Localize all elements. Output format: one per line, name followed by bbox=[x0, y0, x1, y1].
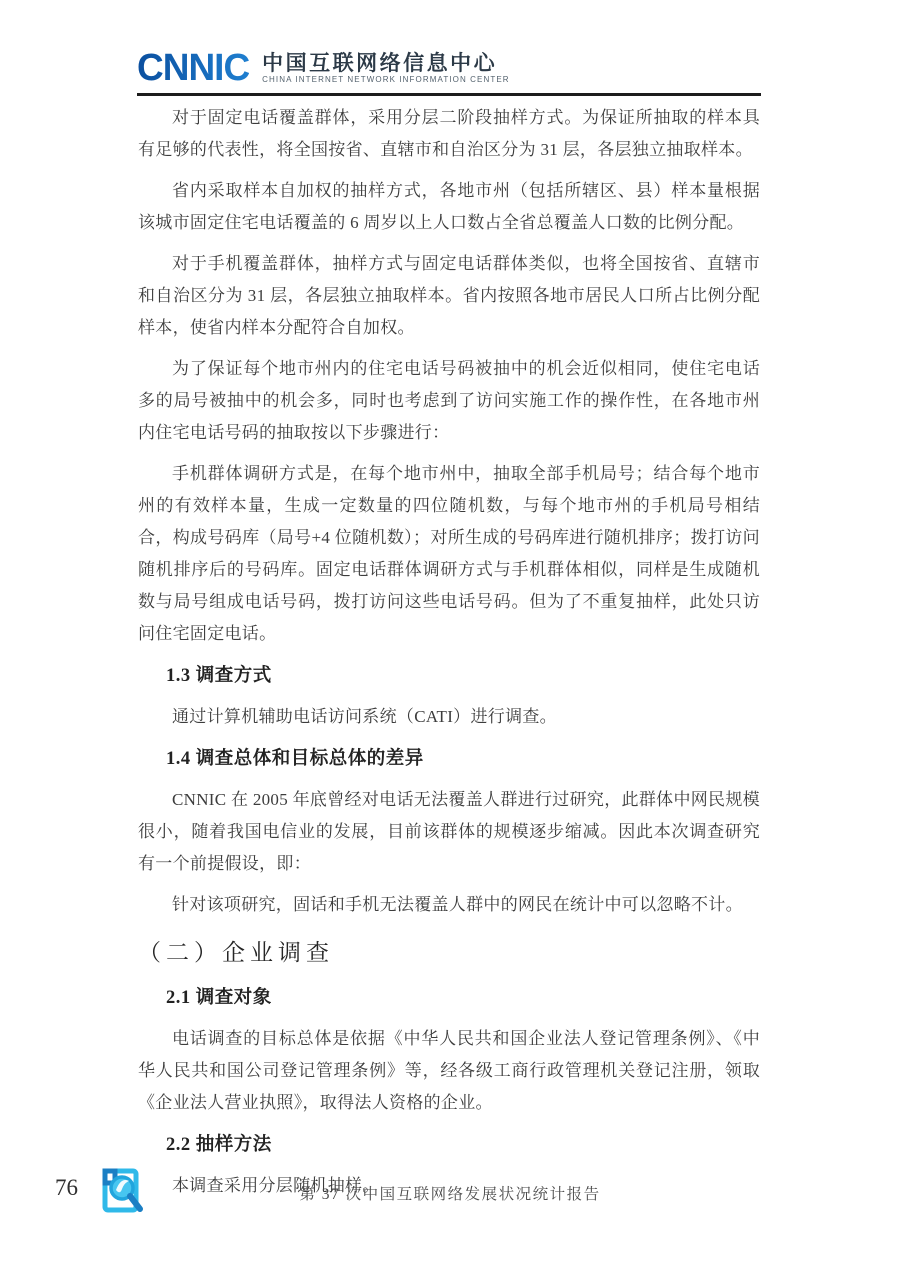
paragraph: 本调查采用分层随机抽样。 bbox=[172, 1176, 380, 1195]
section-heading: 2.1 调查对象 bbox=[166, 988, 272, 1008]
cnnic-logo: CNNIC bbox=[137, 46, 250, 89]
paragraph: 为了保证每个地市州内的住宅电话号码被抽中的机会近似相同，使住宅电话多的局号被抽中的机会多，同时也考虑到了访问实施工作的操作性，在各地市州内住宅电话号码的抽取按以下步骤进行： bbox=[138, 359, 760, 442]
section-heading: 1.4 调查总体和目标总体的差异 bbox=[166, 749, 424, 769]
section-heading: 2.2 抽样方法 bbox=[166, 1135, 272, 1155]
paragraph: 针对该项研究，固话和手机无法覆盖人群中的网民在统计中可以忽略不计。 bbox=[172, 895, 743, 914]
report-title: 第 37 次中国互联网络发展状况统计报告 bbox=[299, 1186, 601, 1203]
paragraph: 省内采取样本自加权的抽样方式，各地市州（包括所辖区、县）样本量根据该城市固定住宅电话覆盖的 6 周岁以上人口数占全省总覆盖人口数的比例分配。 bbox=[138, 181, 760, 232]
paragraph: 电话调查的目标总体是依据《中华人民共和国企业法人登记管理条例》、《中华人民共和国公司登记管理条例》等，经各级工商行政管理机关登记注册，领取《企业法人营业执照》，取得法人资格的企业。 bbox=[138, 1029, 760, 1112]
paragraph: 通过计算机辅助电话访问系统（CATI）进行调查。 bbox=[172, 707, 557, 726]
paragraph: 对于手机覆盖群体，抽样方式与固定电话群体类似，也将全国按省、直辖市和自治区分为 31 层，各层独立抽取样本。省内按照各地市居民人口所占比例分配样本，使省内样本分配符合自加权。 bbox=[138, 254, 760, 337]
paragraph: 手机群体调研方式是，在每个地市州中，抽取全部手机局号；结合每个地市州的有效样本量，生成一定数量的四位随机数，与每个地市州的手机局号相结合，构成号码库（局号+4 位随机数）；对所生成的号码库进行随机排序；拨打访问随机排序后的号码库。固定电话群体调研方式与手机群体相似，同样是生成随机数与局号组成电话号码，拨打访问这些电话号码。但为了不重复抽样，此处只访问住宅固定电话。 bbox=[138, 464, 760, 643]
page-header bbox=[137, 46, 761, 96]
paragraph: 对于固定电话覆盖群体，采用分层二阶段抽样方式。为保证所抽取的样本具有足够的代表性，将全国按省、直辖市和自治区分为 31 层，各层独立抽取样本。 bbox=[138, 108, 760, 159]
document-body bbox=[138, 102, 760, 1202]
paragraph: CNNIC 在 2005 年底曾经对电话无法覆盖人群进行过研究，此群体中网民规模很小，随着我国电信业的发展，目前该群体的规模逐步缩减。因此本次调查研究有一个前提假设，即： bbox=[138, 790, 760, 873]
section-heading: 1.3 调查方式 bbox=[166, 666, 272, 686]
chapter-heading: （二）企业调查 bbox=[138, 940, 334, 965]
org-name-chinese: 中国互联网络信息中心 bbox=[262, 51, 498, 75]
page-number: 76 bbox=[55, 1175, 78, 1200]
org-name-block bbox=[262, 50, 509, 85]
org-name-english: CHINA INTERNET NETWORK INFORMATION CENTER bbox=[262, 75, 510, 84]
